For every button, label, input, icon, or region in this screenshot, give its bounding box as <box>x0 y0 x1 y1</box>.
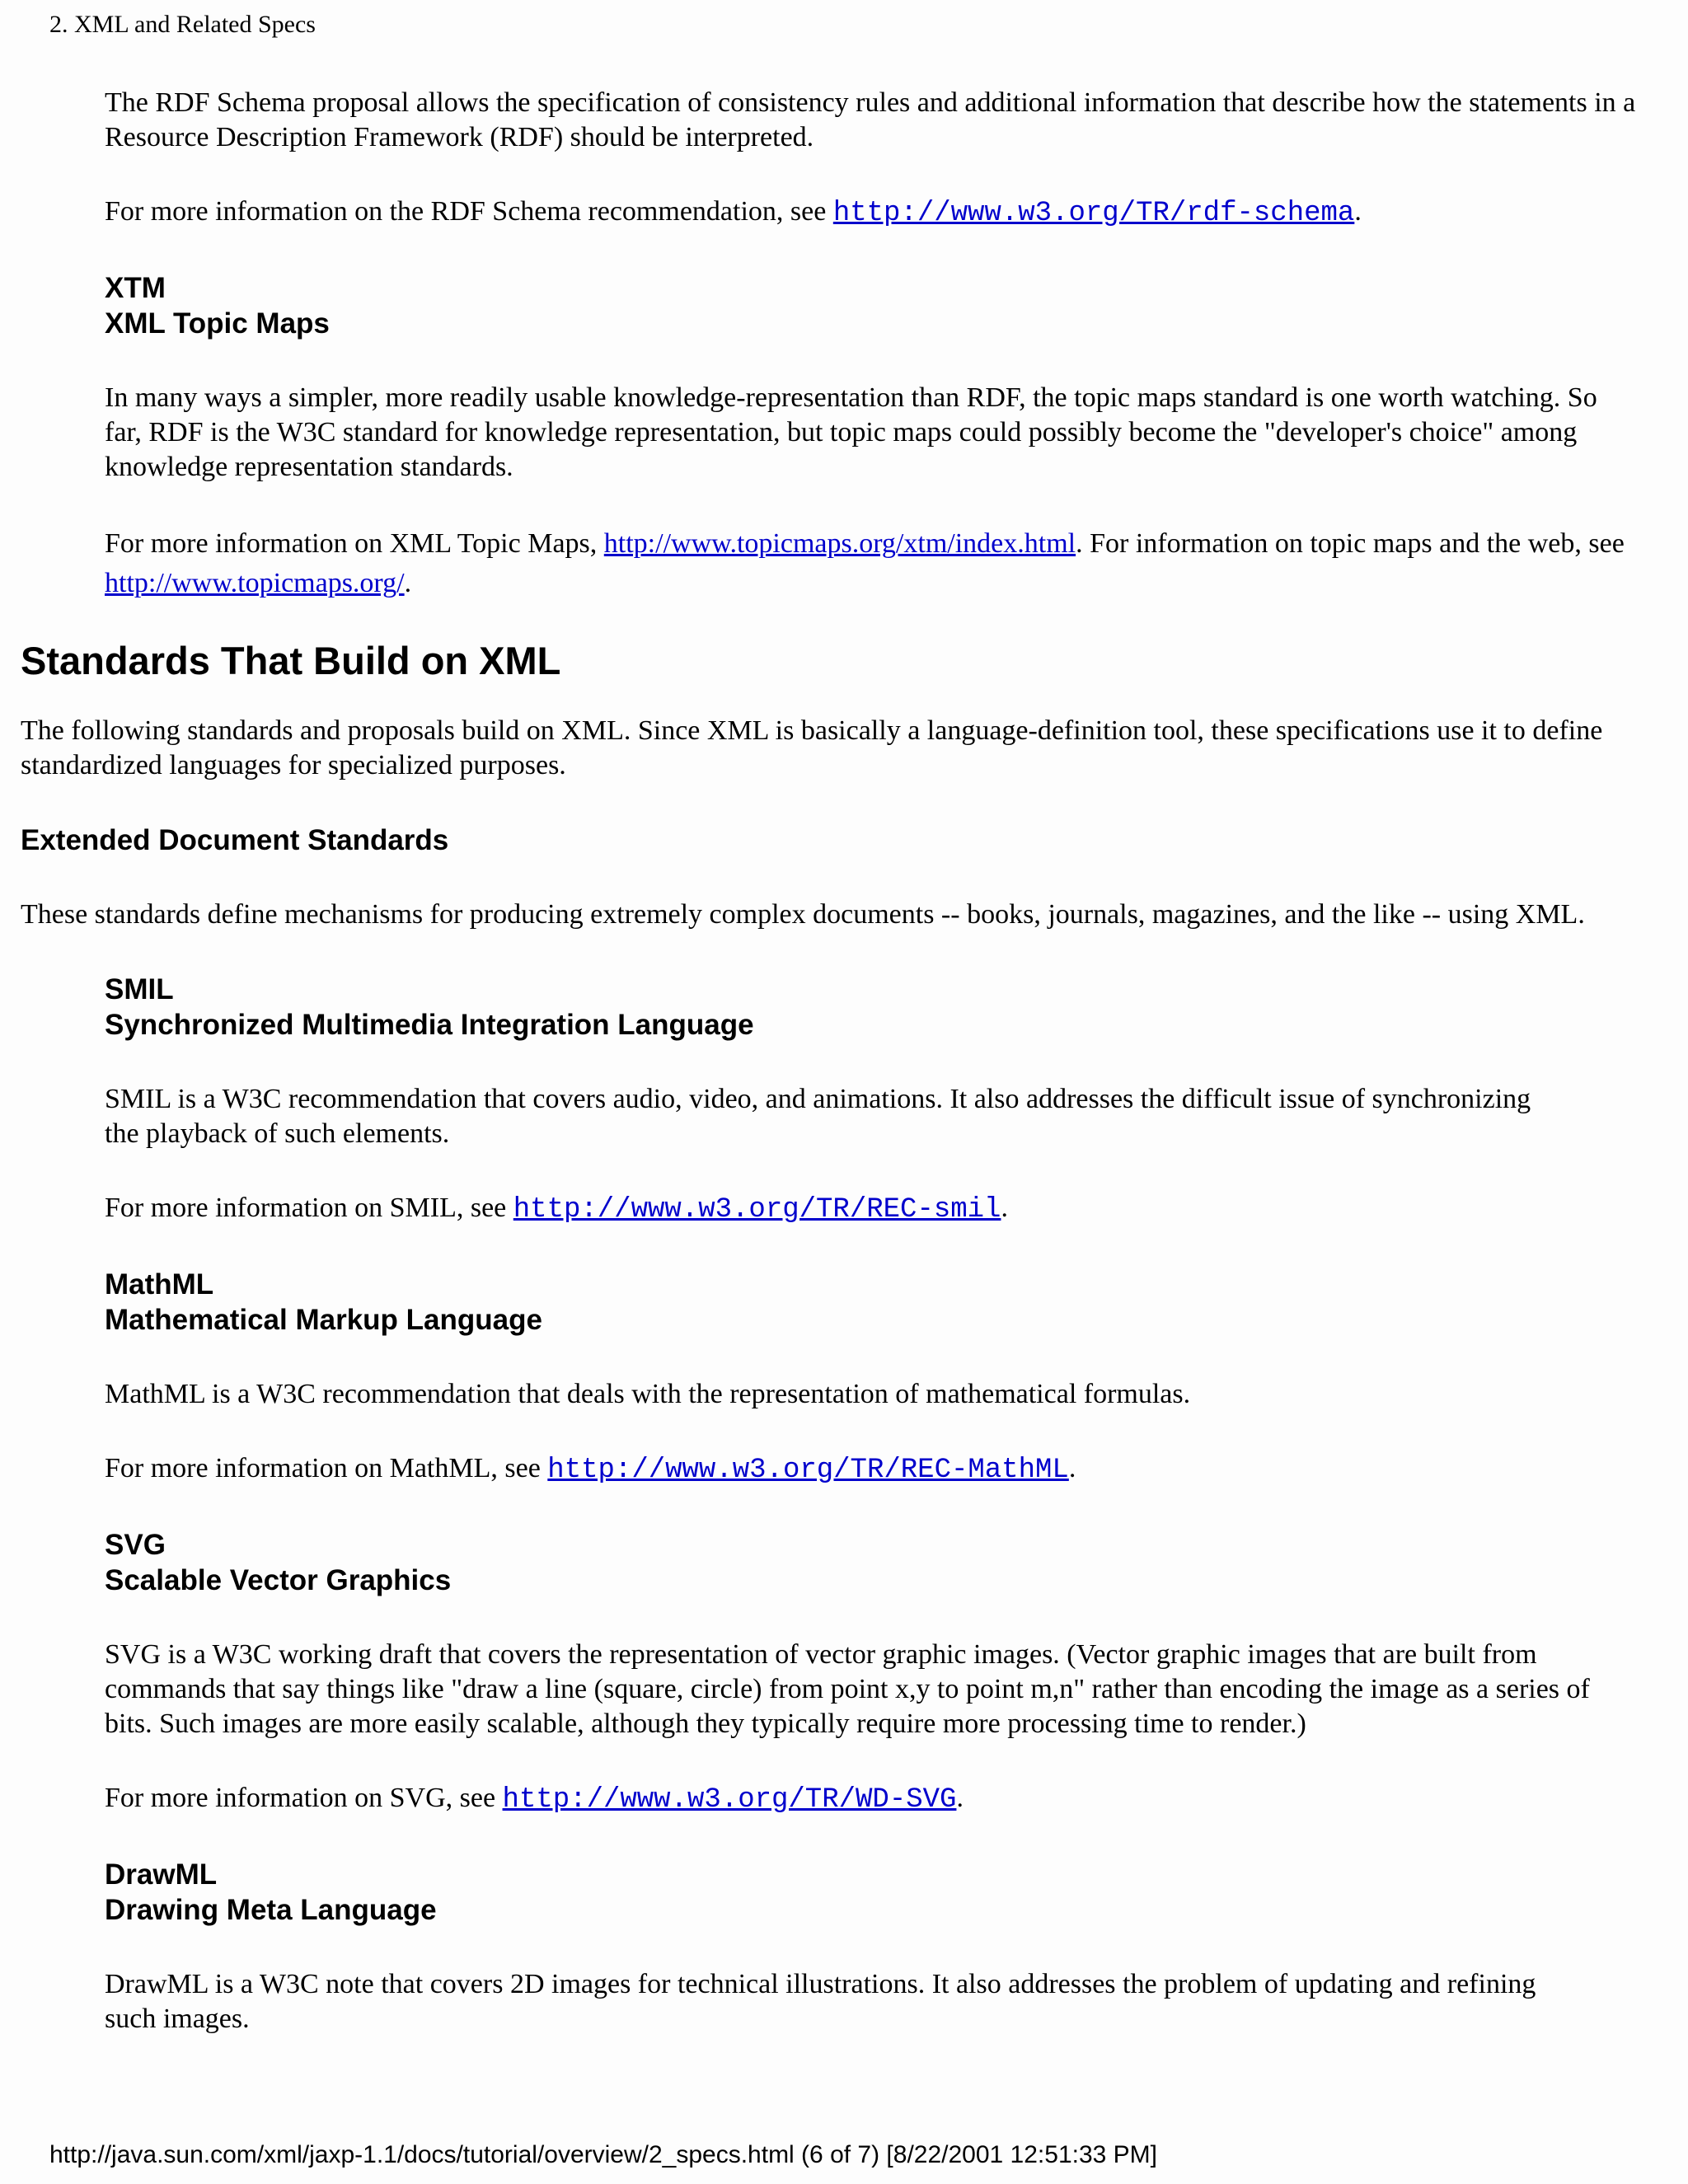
xtm-entry <box>105 270 1677 603</box>
smil-abbreviation: SMIL <box>105 973 174 1005</box>
mathml-abbreviation: MathML <box>105 1268 214 1301</box>
svg-more-info <box>105 1781 1677 1817</box>
drawml-abbreviation: DrawML <box>105 1858 218 1891</box>
rdf-schema-more-info <box>105 194 1677 231</box>
rdf-more-prefix: For more information on the RDF Schema recommendation, see <box>105 196 833 227</box>
smil-entry <box>105 972 1677 1267</box>
mathml-more-info <box>105 1451 1677 1488</box>
section-intro: The following standards and proposals build on XML. Since XML is basically a language-definition tool, these specifications use it to define standardized languages for specialized purposes. <box>21 715 1603 780</box>
drawml-description: DrawML is a W3C note that covers 2D images for technical illustrations. It also addresses the problem of updating and refining such images. <box>105 1969 1536 2034</box>
page-content <box>21 86 1677 2036</box>
rdf-schema-description: The RDF Schema proposal allows the specification of consistency rules and additional information that describe how the statements in a Resource Description Framework (RDF) should be interpreted. <box>105 87 1636 152</box>
page-footer-url: http://java.sun.com/xml/jaxp-1.1/docs/tutorial/overview/2_specs.html (6 of 7) [8/22/2001 12:51:33 PM] <box>49 2141 1158 2168</box>
smil-description: SMIL is a W3C recommendation that covers audio, video, and animations. It also addresses the difficult issue of synchronizing the playback of such elements. <box>105 1084 1531 1149</box>
drawml-full-name: Drawing Meta Language <box>105 1894 437 1926</box>
svg-link[interactable]: http://www.w3.org/TR/WD-SVG <box>502 1784 957 1816</box>
svg-description: SVG is a W3C working draft that covers the representation of vector graphic images. (Vector graphic images that are built from commands that say things like "draw a line (square, circle) from point x,y to point m,n" rather than encoding the image as a series of bits. Such images are more easily scalable, although they typically require more processing time to render.) <box>105 1639 1590 1739</box>
mathml-link[interactable]: http://www.w3.org/TR/REC-MathML <box>547 1455 1069 1486</box>
svg-more-suffix: . <box>956 1783 964 1813</box>
drawml-entry <box>105 1857 1677 2036</box>
svg-more-prefix: For more information on SVG, see <box>105 1783 503 1813</box>
smil-full-name: Synchronized Multimedia Integration Language <box>105 1009 754 1041</box>
smil-more-suffix: . <box>1001 1193 1008 1223</box>
rdf-more-suffix: . <box>1354 196 1362 227</box>
topicmaps-link[interactable]: http://www.topicmaps.org/ <box>105 568 405 598</box>
running-header: 2. XML and Related Specs <box>49 11 316 38</box>
xtm-more-suffix: . <box>404 568 412 598</box>
mathml-description: MathML is a W3C recommendation that deals with the representation of mathematical formulas. <box>105 1379 1191 1409</box>
xtm-index-link[interactable]: http://www.topicmaps.org/xtm/index.html <box>603 528 1076 559</box>
svg-entry <box>105 1527 1677 1857</box>
xtm-description: In many ways a simpler, more readily usable knowledge-representation than RDF, the topic maps standard is one worth watching. So far, RDF is the W3C standard for knowledge representation, but topic maps could possibly become the "developer's choice" among knowledge representation standards. <box>105 382 1597 482</box>
svg-full-name: Scalable Vector Graphics <box>105 1564 452 1596</box>
smil-link[interactable]: http://www.w3.org/TR/REC-smil <box>513 1194 1001 1226</box>
smil-more-info <box>105 1191 1677 1227</box>
mathml-entry <box>105 1267 1677 1527</box>
xtm-more-info <box>105 524 1654 603</box>
xtm-more-prefix: For more information on XML Topic Maps, <box>105 528 604 559</box>
section-heading: Standards That Build on XML <box>21 639 561 682</box>
xtm-full-name: XML Topic Maps <box>105 307 330 340</box>
subsection-intro: These standards define mechanisms for producing extremely complex documents -- books, journals, magazines, and the like -- using XML. <box>21 899 1585 930</box>
smil-more-prefix: For more information on SMIL, see <box>105 1193 513 1223</box>
svg-abbreviation: SVG <box>105 1529 166 1561</box>
mathml-full-name: Mathematical Markup Language <box>105 1304 542 1336</box>
mathml-more-suffix: . <box>1068 1453 1076 1483</box>
rdf-schema-link[interactable]: http://www.w3.org/TR/rdf-schema <box>832 198 1355 229</box>
xtm-abbreviation: XTM <box>105 272 166 304</box>
mathml-more-prefix: For more information on MathML, see <box>105 1453 548 1483</box>
rdf-schema-entry <box>105 86 1677 270</box>
xtm-more-mid: . For information on topic maps and the web, see <box>1076 528 1625 559</box>
subsection-heading: Extended Document Standards <box>21 824 449 856</box>
